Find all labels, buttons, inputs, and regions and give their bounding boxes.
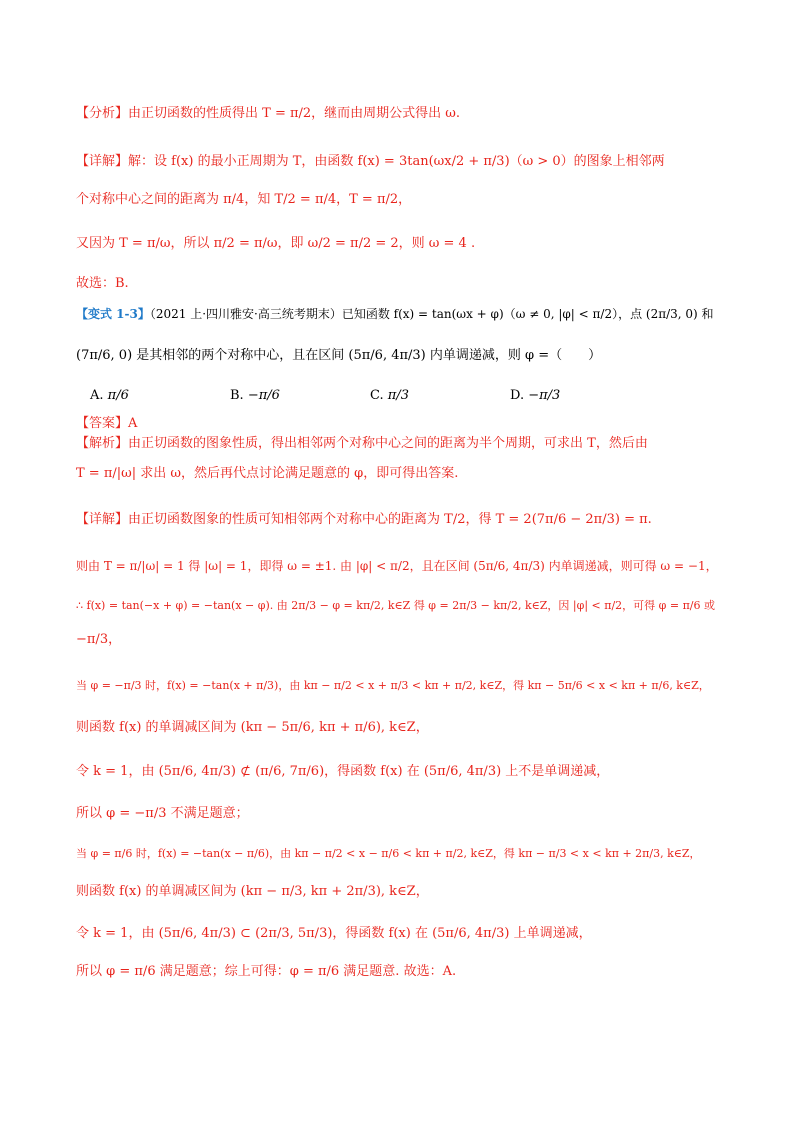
detail2-line-0 — [76, 510, 726, 530]
analysis2-line-2 — [76, 464, 726, 484]
option-value: −π/3 — [528, 388, 561, 403]
detail2-line-10 — [76, 924, 726, 944]
answer-tag: 【答案】 — [76, 416, 129, 431]
option-a[interactable] — [90, 388, 230, 403]
analysis2-tag: 【解析】 — [76, 436, 129, 451]
detail-text-2: 个对称中心之间的距离为 π/4，知 T/2 = π/4，T = π/2， — [76, 192, 412, 207]
detail2-text: 当 φ = π/6 时，f(x) = −tan(x − π/6)，由 kπ − π/2 < x − π/6 < kπ + π/2, k∈Z，得 kπ − π/3 < x < kπ + 2π/3, k∈Z， — [76, 847, 701, 860]
detail2-text: 所以 φ = −π/3 不满足题意； — [76, 806, 249, 821]
detail2-text: ∴ f(x) = tan(−x + φ) = −tan(x − φ). 由 2π/3 − φ = kπ/2, k∈Z 得 φ = 2π/3 − kπ/2, k∈Z，因 |φ| < π/2，可得 φ = π/6 或 — [76, 599, 716, 612]
analysis2-text-1: 由正切函数的图象性质，得出相邻两个对称中心之间的距离为半个周期，可求出 T，然后由 — [128, 436, 648, 451]
conclusion-line — [76, 274, 726, 294]
detail2-line-1 — [76, 556, 726, 576]
detail2-text: 令 k = 1，由 (5π/6, 4π/3) ⊄ (π/6, 7π/6)，得函数 f(x) 在 (5π/6, 4π/3) 上不是单调递减， — [76, 764, 610, 779]
option-label: B. — [230, 388, 244, 403]
detail-text-1: 解：设 f(x) 的最小正周期为 T，由函数 f(x) = 3tan(ωx/2 + π/3)（ω > 0）的图象上相邻两 — [128, 154, 665, 169]
detail2-line-6 — [76, 762, 726, 782]
detail2-line-4 — [76, 676, 726, 696]
detail2-text: 则函数 f(x) 的单调减区间为 (kπ − 5π/6, kπ + π/6), k∈Z， — [76, 720, 429, 735]
variant-question-line-2 — [76, 346, 726, 366]
answer-line — [76, 414, 726, 434]
detail2-text: 当 φ = −π/3 时，f(x) = −tan(x + π/3)，由 kπ − π/2 < x + π/3 < kπ + π/2, k∈Z，得 kπ − 5π/6 < x < kπ + π/6, k∈Z， — [76, 679, 710, 692]
variant-question-1: 已知函数 f(x) = tan(ωx + φ)（ω ≠ 0, |φ| < π/2），点 (2π/3, 0) 和 — [341, 307, 714, 321]
detail-text-3: 又因为 T = π/ω，所以 π/2 = π/ω，即 ω/2 = π/2 = 2，则 ω = 4 . — [76, 236, 476, 251]
option-label: D. — [510, 388, 525, 403]
option-label: A. — [90, 388, 104, 403]
detail2-line-9 — [76, 882, 726, 902]
option-value: −π/6 — [247, 388, 280, 403]
variant-tag: 【变式 1-3】 — [76, 307, 150, 321]
detail2-text: 所以 φ = π/6 满足题意；综上可得：φ = π/6 满足题意. 故选：A. — [76, 964, 457, 979]
option-b[interactable] — [230, 388, 370, 403]
option-c[interactable] — [370, 388, 510, 403]
detail2-line-2 — [76, 596, 726, 616]
variant-question-2: (7π/6, 0) 是其相邻的两个对称中心，且在区间 (5π/6, 4π/3) 内单调递减，则 φ =（ ） — [76, 348, 602, 363]
detail2-line-7 — [76, 804, 726, 824]
detail-line-1 — [76, 152, 726, 172]
options-row — [90, 388, 690, 403]
option-label: C. — [370, 388, 384, 403]
detail-line-3 — [76, 234, 726, 254]
variant-question-line-1 — [76, 304, 726, 324]
answer-value: A — [128, 416, 138, 431]
variant-source: （2021 上·四川雅安·高三统考期末） — [149, 307, 342, 321]
detail-tag: 【详解】 — [76, 154, 129, 169]
analysis-paragraph — [76, 104, 726, 124]
detail2-text: 由正切函数图象的性质可知相邻两个对称中心的距离为 T/2，得 T = 2(7π/6 − 2π/3) = π. — [128, 512, 652, 527]
option-value: π/3 — [387, 388, 409, 403]
analysis-text: 由正切函数的性质得出 T = π/2，继而由周期公式得出 ω. — [128, 106, 461, 121]
option-d[interactable] — [510, 388, 650, 403]
detail2-line-5 — [76, 718, 726, 738]
analysis2-text-2: T = π/|ω| 求出 ω，然后再代点讨论满足题意的 φ，即可得出答案. — [76, 466, 459, 481]
detail2-line-3 — [76, 630, 726, 650]
detail2-text: 则函数 f(x) 的单调减区间为 (kπ − π/3, kπ + 2π/3), k∈Z， — [76, 884, 429, 899]
detail2-tag: 【详解】 — [76, 512, 129, 527]
option-value: π/6 — [107, 388, 129, 403]
detail-line-2 — [76, 190, 726, 210]
conclusion-text: 故选：B. — [76, 276, 129, 291]
detail2-text: 令 k = 1，由 (5π/6, 4π/3) ⊂ (2π/3, 5π/3)，得函数 f(x) 在 (5π/6, 4π/3) 上单调递减， — [76, 926, 592, 941]
detail2-text: −π/3， — [76, 632, 122, 647]
detail2-line-11 — [76, 962, 726, 982]
detail2-text: 则由 T = π/|ω| = 1 得 |ω| = 1，即得 ω = ±1. 由 |φ| < π/2，且在区间 (5π/6, 4π/3) 内单调递减，则可得 ω = −1， — [76, 559, 718, 573]
analysis2-line-1 — [76, 434, 726, 454]
analysis-tag: 【分析】 — [76, 106, 129, 121]
detail2-line-8 — [76, 844, 726, 864]
